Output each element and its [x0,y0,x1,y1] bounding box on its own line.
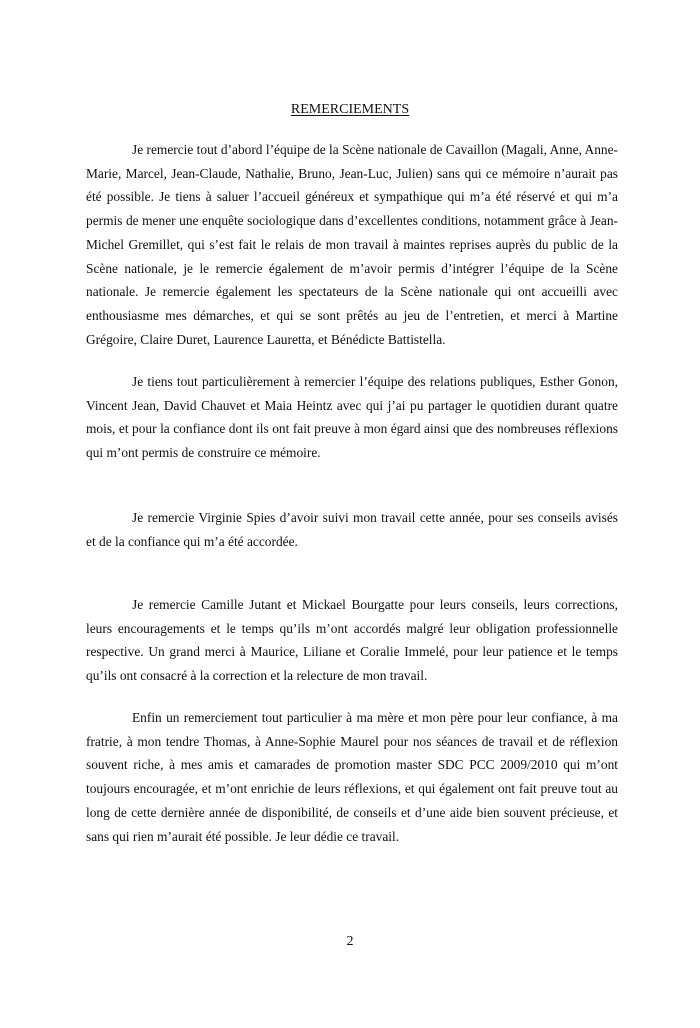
page-number: 2 [346,934,354,949]
paragraph-5: Enfin un remerciement tout particulier à ma mère et mon père pour leur confiance, à ma fratrie, à mon tendre Thomas, à Anne-Sophie Maurel pour nos séances de travail et de réflexion souvent riche, à mes amis et camarades de promotion master SDC PCC 2009/2010 qui m’ont toujours encouragée, et m’ont enrichie de leurs réflexions, et qui également ont fait preuve tout au long de cette dernière année de disponibilité, de conseils et d’une aide bien souvent précieuse, et sans qui rien m’aurait été possible. Je leur dédie ce travail. [86,710,618,844]
paragraph-1: Je remercie tout d’abord l’équipe de la Scène nationale de Cavaillon (Magali, Anne, Anne-Marie, Marcel, Jean-Claude, Nathalie, Bruno, Jean-Luc, Julien) sans qui ce mémoire n’aurait pas été possible. Je tiens à saluer l’accueil généreux et sympathique qui m’a été réservé et qui m’a permis de mener une enquête sociologique dans d’excellentes conditions, notamment grâce à Jean-Michel Gremillet, qui s’est fait le relais de mon travail à maintes reprises auprès du public de la Scène nationale, je le remercie également de m’avoir permis d’intégrer l’équipe de la Scène nationale. Je remercie également les spectateurs de la Scène nationale qui ont accueilli avec enthousiasme mes démarches, et qui se sont prêtés au jeu de l’entretien, et merci à Martine Grégoire, Claire Duret, Laurence Lauretta, et Bénédicte Battistella. [86,142,618,347]
page-title [0,101,700,119]
paragraph-4: Je remercie Camille Jutant et Mickael Bourgatte pour leurs conseils, leurs corrections, leurs encouragements et le temps qu’ils m’ont accordés malgré leur obligation professionnelle respective. Un grand merci à Maurice, Liliane et Coralie Immelé, pour leur patience et le temps qu’ils ont consacré à la correction et la relecture de mon travail. [86,597,618,684]
page-title-text: REMERCIEMENTS [290,102,410,117]
paragraph-3: Je remercie Virginie Spies d’avoir suivi mon travail cette année, pour ses conseils avisés et de la confiance qui m’a été accordée. [86,510,618,549]
document-body [86,138,618,844]
paragraph-2: Je tiens tout particulièrement à remercier l’équipe des relations publiques, Esther Gonon, Vincent Jean, David Chauvet et Maia Heintz avec qui j’ai pu partager le quotidien durant quatre mois, et pour la confiance dont ils ont fait preuve à mon égard ainsi que des nombreuses réflexions qui m’ont permis de construire ce mémoire. [86,374,618,461]
